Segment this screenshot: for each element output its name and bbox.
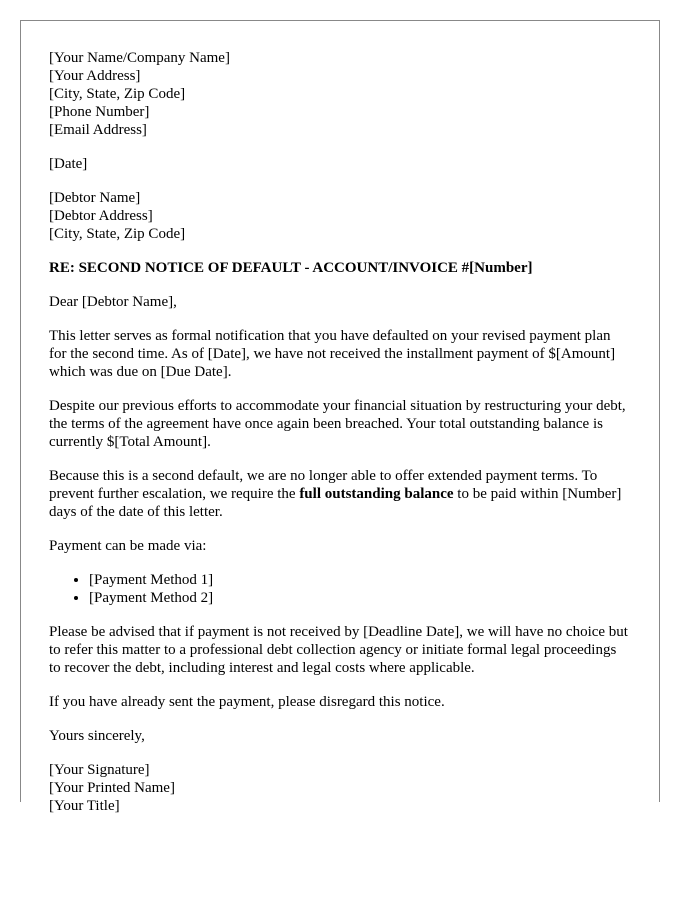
demand-bold-text: full outstanding balance — [299, 486, 454, 502]
subject-line: RE: SECOND NOTICE OF DEFAULT - ACCOUNT/INVOICE #[Number] — [49, 260, 533, 276]
closing: Yours sincerely, — [49, 728, 145, 744]
salutation: Dear [Debtor Name], — [49, 294, 177, 310]
paragraph-breach: Despite our previous efforts to accommodate your financial situation by restructuring your debt, the terms of the agreement have once again been breached. Your total outstanding balance is currently $[Total Amount]. — [49, 398, 626, 450]
letter-date: [Date] — [49, 156, 88, 172]
paragraph-demand — [49, 467, 631, 521]
signature-line: [Your Signature] — [49, 762, 150, 778]
recipient-block — [49, 189, 631, 243]
letter-page — [20, 20, 660, 814]
sender-phone: [Phone Number] — [49, 104, 150, 120]
recipient-name: [Debtor Name] — [49, 190, 141, 206]
sender-address: [Your Address] — [49, 68, 141, 84]
recipient-address: [Debtor Address] — [49, 208, 153, 224]
sender-name: [Your Name/Company Name] — [49, 50, 230, 66]
signer-title: [Your Title] — [49, 798, 120, 814]
demand-text-after: to be paid within [Number] days of the date of this letter. — [49, 486, 622, 520]
recipient-city-state-zip: [City, State, Zip Code] — [49, 226, 186, 242]
paragraph-disregard: If you have already sent the payment, please disregard this notice. — [49, 694, 445, 710]
payment-intro: Payment can be made via: — [49, 538, 207, 554]
payment-method-item: • [Payment Method 2] — [89, 589, 631, 607]
signature-block — [49, 761, 631, 815]
demand-text-before: Because this is a second default, we are no longer able to offer extended payment terms. To prevent further escalation, we require the — [49, 468, 598, 502]
printed-name: [Your Printed Name] — [49, 780, 175, 796]
sender-email: [Email Address] — [49, 122, 147, 138]
payment-methods-list — [49, 571, 631, 607]
sender-block — [49, 49, 631, 139]
payment-method-item: • [Payment Method 1] — [89, 571, 631, 589]
paragraph-warning: Please be advised that if payment is not received by [Deadline Date], we will have no choice but to refer this matter to a professional debt collection agency or initiate formal legal proceedings to recover the debt, including interest and legal costs where applicable. — [49, 624, 628, 676]
sender-city-state-zip: [City, State, Zip Code] — [49, 86, 186, 102]
paragraph-notification: This letter serves as formal notification that you have defaulted on your revised payment plan for the second time. As of [Date], we have not received the installment payment of $[Amount] which was due on [Due Date]. — [49, 328, 616, 380]
